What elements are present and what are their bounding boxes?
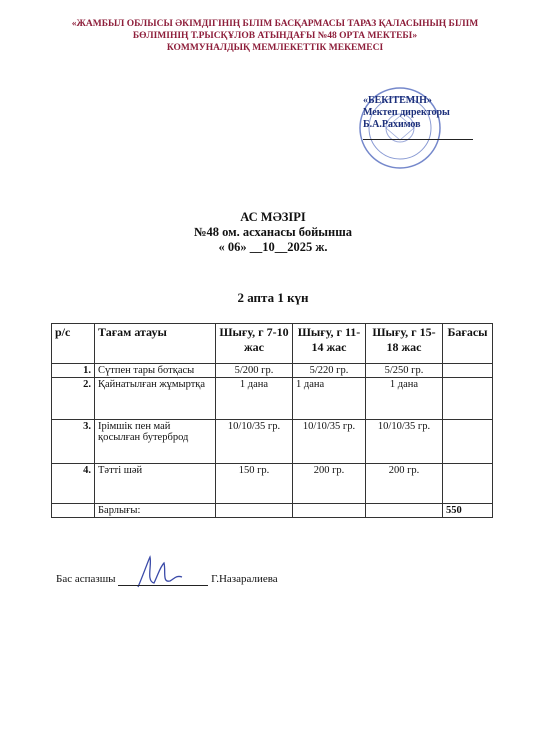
menu-date: « 06» __10__2025 ж. (218, 240, 328, 254)
total-empty-cell (52, 504, 95, 518)
approval-title: «БЕКІТЕМІН» (363, 95, 432, 106)
col-header-dish: Тағам атауы (95, 324, 216, 364)
row-number: 2. (52, 378, 95, 420)
col-header-number: р/с (52, 324, 95, 364)
dish-name: Қайнатылған жұмыртқа (95, 378, 216, 420)
row-number: 4. (52, 464, 95, 504)
portion-7-10: 10/10/35 гр. (216, 420, 293, 464)
total-empty-cell (366, 504, 443, 518)
organization-header (40, 18, 510, 54)
portion-11-14: 10/10/35 гр. (293, 420, 366, 464)
week-day: 2 апта 1 күн (237, 290, 309, 305)
price (443, 420, 493, 464)
table-row (52, 464, 493, 504)
chef-name: Г.Назаралиева (211, 573, 278, 585)
header-line-2: БӨЛІМІНІҢ Т.РЫСҚҰЛОВ АТЫНДАҒЫ №48 ОРТА МЕКТЕБІ» (132, 31, 418, 41)
dish-name: Сүтпен тары ботқасы (95, 364, 216, 378)
price (443, 378, 493, 420)
portion-15-18: 10/10/35 гр. (366, 420, 443, 464)
menu-title: АС МӘЗІРІ (240, 210, 306, 224)
dish-name: Ірімшік пен май қосылған бутерброд (95, 420, 216, 464)
chef-signature-block (56, 573, 278, 586)
menu-title-block (0, 210, 546, 255)
portion-15-18: 200 гр. (366, 464, 443, 504)
approval-signature-line (363, 131, 473, 140)
header-line-1: «ЖАМБЫЛ ОБЛЫСЫ ӘКІМДІГІНІҢ БІЛІМ БАСҚАРМАСЫ ТАРАЗ ҚАЛАСЫНЫҢ БІЛІМ (71, 19, 479, 29)
portion-7-10: 5/200 гр. (216, 364, 293, 378)
row-number: 3. (52, 420, 95, 464)
portion-11-14: 1 дана (293, 378, 366, 420)
total-label: Барлығы: (95, 504, 216, 518)
menu-subtitle: №48 ом. асханасы бойынша (193, 225, 353, 239)
dish-name: Тәтті шәй (95, 464, 216, 504)
price (443, 464, 493, 504)
chef-label: Бас аспазшы (56, 573, 116, 585)
col-header-11-14: Шығу, г 11-14 жас (293, 324, 366, 364)
portion-11-14: 5/220 гр. (293, 364, 366, 378)
row-number: 1. (52, 364, 95, 378)
total-row (52, 504, 493, 518)
total-value: 550 (443, 504, 493, 518)
total-empty-cell (293, 504, 366, 518)
approval-block (363, 95, 483, 140)
table-row (52, 364, 493, 378)
portion-11-14: 200 гр. (293, 464, 366, 504)
portion-7-10: 150 гр. (216, 464, 293, 504)
header-line-3: КОММУНАЛДЫҚ МЕМЛЕКЕТТІК МЕКЕМЕСІ (166, 43, 384, 53)
table-row (52, 378, 493, 420)
col-header-7-10: Шығу, г 7-10 жас (216, 324, 293, 364)
total-empty-cell (216, 504, 293, 518)
approval-name: Б.А.Рахимов (363, 119, 421, 130)
price (443, 364, 493, 378)
table-row (52, 420, 493, 464)
menu-table (51, 323, 493, 518)
portion-7-10: 1 дана (216, 378, 293, 420)
portion-15-18: 1 дана (366, 378, 443, 420)
signature-line (118, 573, 208, 586)
approval-position: Мектеп директоры (363, 107, 450, 118)
table-header-row (52, 324, 493, 364)
col-header-15-18: Шығу, г 15-18 жас (366, 324, 443, 364)
col-header-price: Бағасы (443, 324, 493, 364)
portion-15-18: 5/250 гр. (366, 364, 443, 378)
